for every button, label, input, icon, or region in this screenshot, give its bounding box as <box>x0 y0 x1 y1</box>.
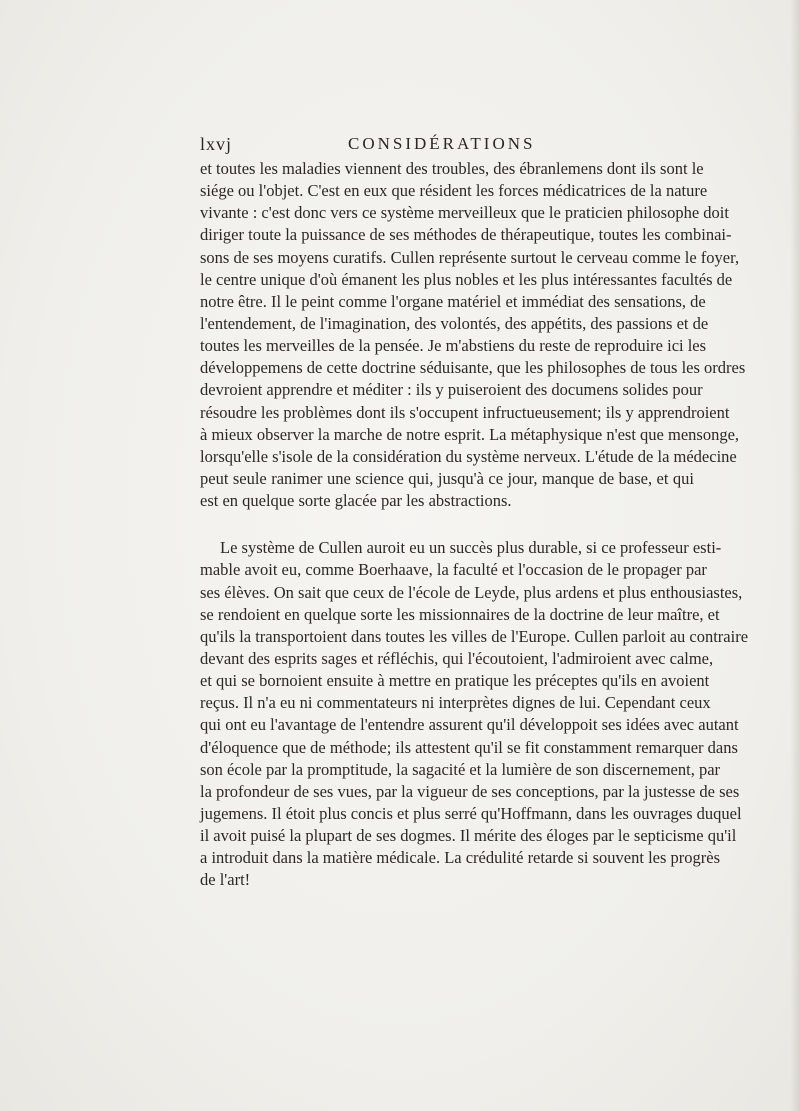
text-line: reçus. Il n'a eu ni commentateurs ni interprètes dignes de lui. Cependant ceux <box>200 693 711 713</box>
text-line: de l'art! <box>200 870 251 890</box>
text-line: son école par la promptitude, la sagacité et la lumière de son discernement, par <box>200 759 721 779</box>
text-line: à mieux observer la marche de notre esprit. La métaphysique n'est que mensonge, <box>200 424 740 444</box>
text-line: d'éloquence que de méthode; ils attestent qu'il se fit constamment remarquer dans <box>200 737 738 757</box>
text-line: toutes les merveilles de la pensée. Je m'abstiens du reste de reproduire ici les <box>200 336 707 356</box>
text-line: siége ou l'objet. C'est en eux que résident les forces médicatrices de la nature <box>200 181 708 201</box>
text-line: vivante : c'est donc vers ce système merveilleux que le praticien philosophe doit <box>200 203 729 223</box>
paragraph-1 <box>200 158 746 512</box>
text-line: mable avoit eu, comme Boerhaave, la faculté et l'occasion de le propager par <box>200 560 707 580</box>
text-line: qu'ils la transportoient dans toutes les villes de l'Europe. Cullen parloit au contraire <box>200 626 749 646</box>
text-line: notre être. Il le peint comme l'organe matériel et immédiat des sensations, de <box>200 291 706 311</box>
text-line: ses élèves. On sait que ceux de l'école de Leyde, plus ardens et plus enthousiastes, <box>200 582 743 602</box>
text-line: Le système de Cullen auroit eu un succès plus durable, si ce professeur esti- <box>220 538 722 558</box>
text-line: se rendoient en quelque sorte les missionnaires de la doctrine de leur maître, et <box>200 604 720 624</box>
text-line: résoudre les problèmes dont ils s'occupent infructueusement; ils y apprendroient <box>200 402 730 422</box>
page-edge-shadow <box>790 0 800 1111</box>
text-line: a introduit dans la matière médicale. La crédulité retarde si souvent les progrès <box>200 848 721 868</box>
text-line: et qui se bornoient ensuite à mettre en pratique les préceptes qu'ils en avoient <box>200 671 710 691</box>
text-line: et toutes les maladies viennent des troubles, des ébranlemens dont ils sont le <box>200 159 704 178</box>
text-line: est en quelque sorte glacée par les abstractions. <box>200 491 512 511</box>
text-line: l'entendement, de l'imagination, des volontés, des appétits, des passions et de <box>200 313 709 333</box>
text-line: peut seule ranimer une science qui, jusqu'à ce jour, manque de base, et qui <box>200 468 694 488</box>
text-line: la profondeur de ses vues, par la vigueur de ses conceptions, par la justesse de ses <box>200 781 740 801</box>
text-line: jugemens. Il étoit plus concis et plus serré qu'Hoffmann, dans les ouvrages duquel <box>200 803 742 823</box>
running-title: CONSIDÉRATIONS <box>348 134 536 153</box>
paragraph-2 <box>200 537 749 891</box>
text-line: développemens de cette doctrine séduisante, que les philosophes de tous les ordres <box>200 358 746 378</box>
page-number: lxvj <box>200 134 233 154</box>
text-line: diriger toute la puissance de ses méthodes de thérapeutique, toutes les combinai- <box>200 225 732 245</box>
text-line: qui ont eu l'avantage de l'entendre assurent qu'il développoit ses idées avec autant <box>200 715 739 735</box>
text-line: sons de ses moyens curatifs. Cullen représente surtout le cerveau comme le foyer, <box>200 247 740 267</box>
text-block <box>200 158 749 892</box>
text-line: lorsqu'elle s'isole de la considération du système nerveux. L'étude de la médecine <box>200 446 737 466</box>
text-line: il avoit puisé la plupart de ses dogmes. Il mérite des éloges par le septicisme qu'il <box>200 826 737 846</box>
running-head <box>200 130 700 160</box>
text-line: devant des esprits sages et réfléchis, qui l'écoutoient, l'admiroient avec calme, <box>200 648 714 668</box>
text-line: devroient apprendre et méditer : ils y puiseroient des documens solides pour <box>200 380 703 400</box>
text-line: le centre unique d'où émanent les plus nobles et les plus intéressantes facultés de <box>200 269 733 289</box>
